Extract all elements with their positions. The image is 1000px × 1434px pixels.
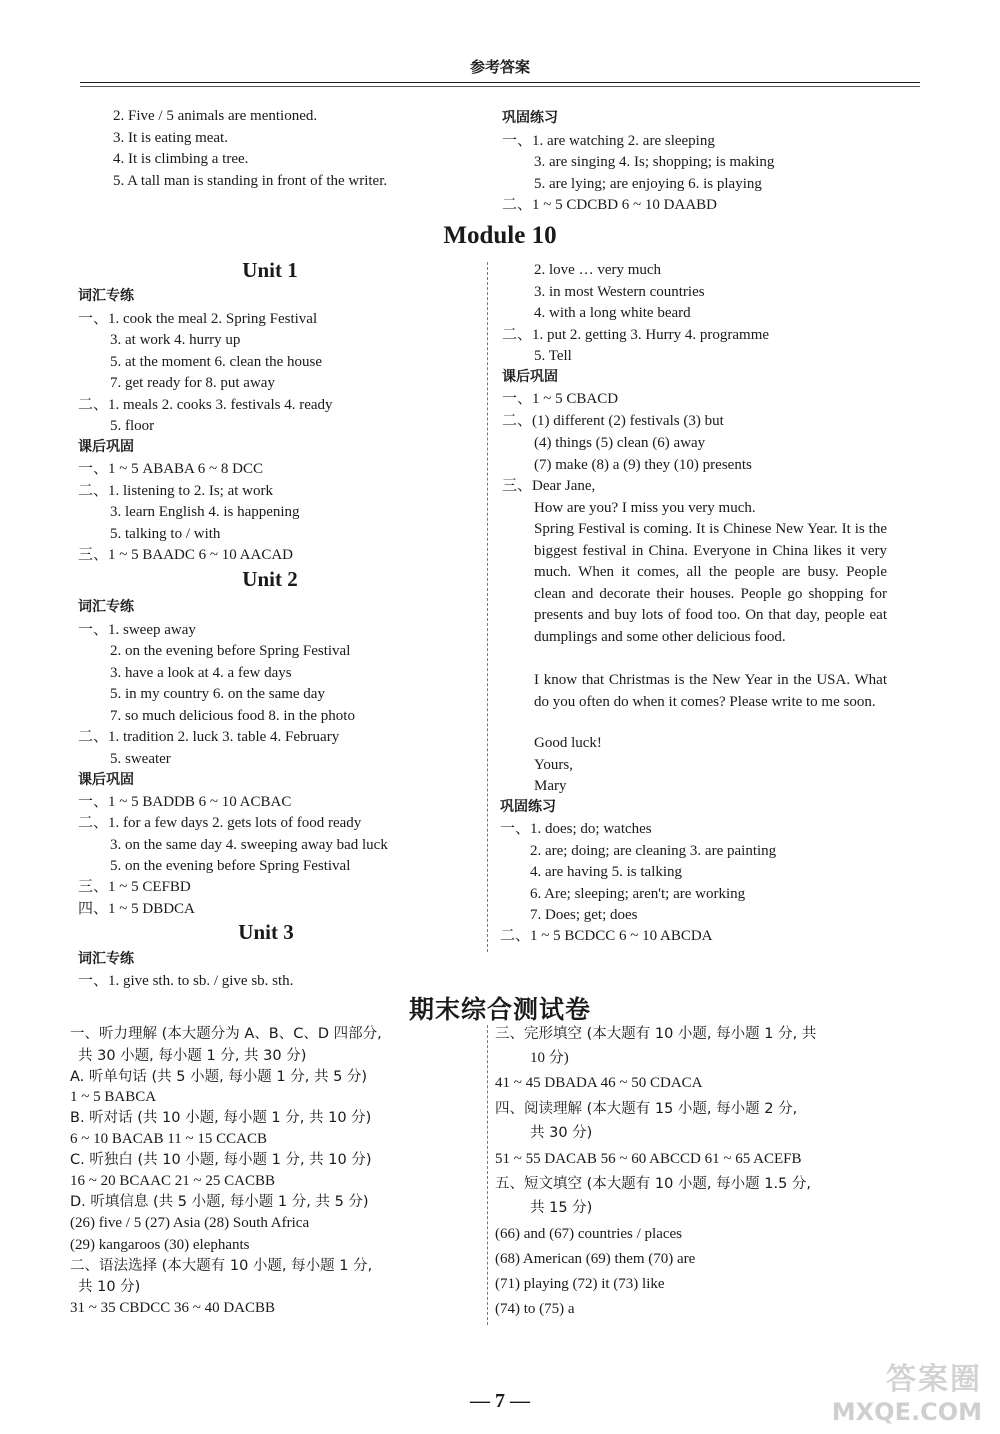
letter-paragraph: I know that Christmas is the New Year in the USA. What do you often do when it comes? Please write to me soon. xyxy=(534,672,887,710)
exam-line: 51 ~ 55 DACAB 56 ~ 60 ABCCD 61 ~ 65 ACEFB xyxy=(495,1151,802,1167)
section-heading: 课后巩固 xyxy=(78,772,134,788)
exam-line: 共 10 分) xyxy=(78,1279,141,1295)
exam-line: 1 ~ 5 BABCA xyxy=(70,1089,157,1105)
answer-line: 二、1. tradition 2. luck 3. table 4. February xyxy=(78,729,340,745)
exam-line: 四、阅读理解 (本大题有 15 小题, 每小题 2 分, xyxy=(495,1101,798,1117)
answer-line: 4. It is climbing a tree. xyxy=(113,151,249,167)
header-rule xyxy=(80,82,920,83)
exam-line: 共 30 分) xyxy=(530,1125,593,1141)
answer-line: (4) things (5) clean (6) away xyxy=(534,435,706,451)
header-rule-thin xyxy=(80,86,920,87)
answer-line: 2. Five / 5 animals are mentioned. xyxy=(113,108,318,124)
answer-line: 3. have a look at 4. a few days xyxy=(110,665,292,681)
unit-title: Unit 3 xyxy=(238,920,294,944)
exam-line: 6 ~ 10 BACAB 11 ~ 15 CCACB xyxy=(70,1131,267,1147)
answer-line: 7. get ready for 8. put away xyxy=(110,375,275,391)
answer-line: 二、1. for a few days 2. gets lots of food ready xyxy=(78,815,362,831)
section-heading: 课后巩固 xyxy=(502,369,558,385)
watermark-url: MXQE.COM xyxy=(831,1398,982,1426)
answer-line: 5. sweater xyxy=(110,751,171,767)
answer-line: 一、1. cook the meal 2. Spring Festival xyxy=(78,311,318,327)
answer-line: 2. love … very much xyxy=(534,262,662,278)
answer-line: 一、1. does; do; watches xyxy=(500,821,652,837)
exam-line: (71) playing (72) it (73) like xyxy=(495,1276,665,1292)
exam-line: 二、语法选择 (本大题有 10 小题, 每小题 1 分, xyxy=(70,1258,373,1274)
answer-line: (7) make (8) a (9) they (10) presents xyxy=(534,457,752,473)
letter-signature: Mary xyxy=(534,778,567,794)
answer-line: 3. learn English 4. is happening xyxy=(110,504,300,520)
section-heading: 词汇专练 xyxy=(78,288,134,304)
answer-line: 5. at the moment 6. clean the house xyxy=(110,354,323,370)
watermark-text: 答案圈 xyxy=(886,1362,982,1397)
answer-line: 3. It is eating meat. xyxy=(113,130,228,146)
column-divider xyxy=(487,262,488,952)
answer-line: 4. with a long white beard xyxy=(534,305,691,321)
letter-closing: Good luck! xyxy=(534,735,602,751)
exam-line: A. 听单句话 (共 5 小题, 每小题 1 分, 共 5 分) xyxy=(70,1069,368,1085)
answer-line: 二、1 ~ 5 BCDCC 6 ~ 10 ABCDA xyxy=(500,928,713,944)
exam-line: 16 ~ 20 BCAAC 21 ~ 25 CACBB xyxy=(70,1173,276,1189)
unit-title: Unit 2 xyxy=(242,567,298,591)
exam-line: 31 ~ 35 CBDCC 36 ~ 40 DACBB xyxy=(70,1300,276,1316)
page-header: 参考答案 xyxy=(469,58,530,76)
answer-line: 5. are lying; are enjoying 6. is playing xyxy=(534,176,762,192)
section-heading: 巩固练习 xyxy=(500,799,556,815)
section-heading: 巩固练习 xyxy=(502,110,558,126)
section-heading: 课后巩固 xyxy=(78,439,134,455)
answer-line: 一、1. are watching 2. are sleeping xyxy=(502,133,715,149)
answer-line: 三、1 ~ 5 CEFBD xyxy=(78,879,191,895)
answer-line: 5. Tell xyxy=(534,348,572,364)
answer-line: 6. Are; sleeping; aren't; are working xyxy=(530,886,746,902)
answer-line: 2. are; doing; are cleaning 3. are painting xyxy=(530,843,777,859)
exam-line: 10 分) xyxy=(530,1050,569,1066)
exam-line: (26) five / 5 (27) Asia (28) South Africa xyxy=(70,1215,310,1231)
answer-line: 二、(1) different (2) festivals (3) but xyxy=(502,413,724,429)
exam-line: C. 听独白 (共 10 小题, 每小题 1 分, 共 10 分) xyxy=(70,1152,372,1168)
watermark-logo xyxy=(802,1354,982,1426)
exam-line: D. 听填信息 (共 5 小题, 每小题 1 分, 共 5 分) xyxy=(70,1194,369,1210)
answer-line: 5. in my country 6. on the same day xyxy=(110,686,325,702)
unit-title: Unit 1 xyxy=(242,258,298,282)
exam-line: 共 15 分) xyxy=(530,1200,593,1216)
exam-line: 共 30 小题, 每小题 1 分, 共 30 分) xyxy=(78,1048,307,1064)
section-heading: 词汇专练 xyxy=(78,951,134,967)
answer-line: 3. at work 4. hurry up xyxy=(110,332,241,348)
page-number: — 7 — xyxy=(470,1390,530,1412)
answer-line: 2. on the evening before Spring Festival xyxy=(110,643,351,659)
exam-title: 期末综合测试卷 xyxy=(408,995,591,1024)
answer-line: 一、1 ~ 5 CBACD xyxy=(502,391,619,407)
answer-line: 二、1 ~ 5 CDCBD 6 ~ 10 DAABD xyxy=(502,197,717,213)
column-divider xyxy=(487,1025,488,1325)
answer-line: 一、1 ~ 5 ABABA 6 ~ 8 DCC xyxy=(78,461,264,477)
answer-line: 四、1 ~ 5 DBDCA xyxy=(78,901,195,917)
letter-closing: Yours, xyxy=(534,757,573,773)
exam-line: 41 ~ 45 DBADA 46 ~ 50 CDACA xyxy=(495,1075,703,1091)
exam-line: 五、短文填空 (本大题有 10 小题, 每小题 1.5 分, xyxy=(495,1176,812,1192)
exam-line: (66) and (67) countries / places xyxy=(495,1226,683,1242)
answer-line: 5. on the evening before Spring Festival xyxy=(110,858,351,874)
answer-line: 一、1. sweep away xyxy=(78,622,196,638)
answer-line: 5. A tall man is standing in front of the writer. xyxy=(113,173,388,189)
answer-line: 3. on the same day 4. sweeping away bad luck xyxy=(110,837,388,853)
answer-line: 3. are singing 4. Is; shopping; is making xyxy=(534,154,775,170)
answer-line: 二、1. put 2. getting 3. Hurry 4. programme xyxy=(502,327,770,343)
answer-line: 三、1 ~ 5 BAADC 6 ~ 10 AACAD xyxy=(78,547,293,563)
answer-line: 5. talking to / with xyxy=(110,526,221,542)
exam-line: (74) to (75) a xyxy=(495,1301,575,1317)
answer-line: 5. floor xyxy=(110,418,155,434)
answer-line: 二、1. meals 2. cooks 3. festivals 4. ready xyxy=(78,397,333,413)
answer-line: 7. so much delicious food 8. in the photo xyxy=(110,708,355,724)
answer-line: 三、Dear Jane, xyxy=(502,478,596,494)
section-heading: 词汇专练 xyxy=(78,599,134,615)
module-title: Module 10 xyxy=(443,222,557,249)
answer-line: 3. in most Western countries xyxy=(534,284,705,300)
exam-line: (29) kangaroos (30) elephants xyxy=(70,1237,250,1253)
exam-line: 一、听力理解 (本大题分为 A、B、C、D 四部分, xyxy=(70,1026,382,1042)
answer-line: 一、1. give sth. to sb. / give sb. sth. xyxy=(78,973,294,989)
letter-greeting: How are you? I miss you very much. xyxy=(534,500,756,516)
answer-line: 4. are having 5. is talking xyxy=(530,864,683,880)
exam-line: 三、完形填空 (本大题有 10 小题, 每小题 1 分, 共 xyxy=(495,1026,817,1042)
answer-line: 一、1 ~ 5 BADDB 6 ~ 10 ACBAC xyxy=(78,794,292,810)
answer-line: 7. Does; get; does xyxy=(530,907,638,923)
exam-line: B. 听对话 (共 10 小题, 每小题 1 分, 共 10 分) xyxy=(70,1110,372,1126)
answer-line: 二、1. listening to 2. Is; at work xyxy=(78,483,273,499)
exam-line: (68) American (69) them (70) are xyxy=(495,1251,696,1267)
letter-paragraph: Spring Festival is coming. It is Chinese New Year. It is the biggest festival in China. Everyone in China likes it very much. When it comes, all the people are busy. People clean and decorate their houses. People go shopping for presents and buy lots of food too. On that day, people eat dumplings and some other delicious food. xyxy=(534,521,887,645)
